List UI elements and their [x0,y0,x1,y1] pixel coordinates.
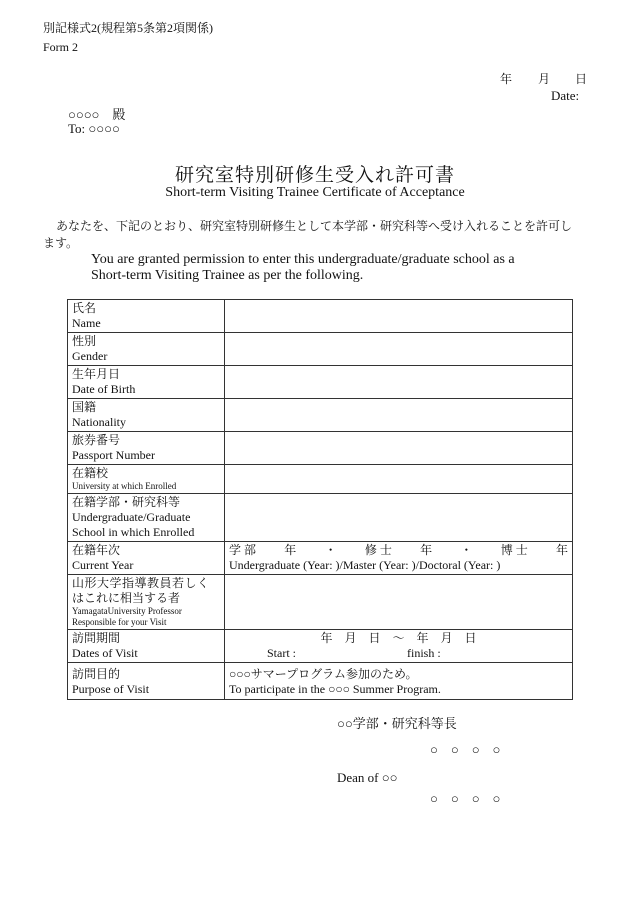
nationality-label-en: Nationality [72,415,126,429]
addressee-en: To: ○○○○ [68,121,120,136]
year-sep-1: ・ [324,543,337,557]
form-reference: 別記様式2(規程第5条第2項関係) [43,21,213,35]
table-row-school [68,494,573,542]
dates-finish-label: finish : [407,646,441,660]
school-value-cell[interactable] [225,494,573,542]
date-month-label: 月 [538,72,551,86]
professor-label-en1: YamagataUniversity Professor [72,606,182,616]
date-year-label: 年 [500,72,513,86]
year-label-jp: 在籍年次 [72,543,121,557]
year-label [68,542,225,575]
gender-label-jp: 性別 [72,334,97,348]
university-label-jp: 在籍校 [72,466,109,480]
dates-value-jp: 年 月 日 〜 年 月 日 [320,631,477,645]
intro-jp-line1: あなたを、下記のとおり、研究室特別研修生として本学部・研究科等へ受け入れることを許可し [56,219,573,233]
intro-jp-line2: ます。 [43,236,79,250]
year-value-cell[interactable] [225,542,573,575]
table-row-passport [68,432,573,465]
passport-label-en: Passport Number [72,448,155,462]
school-label-en1: Undergraduate/Graduate [72,510,191,524]
signature-name-en: ○ ○ ○ ○ [430,791,501,806]
name-label-jp: 氏名 [72,301,97,315]
dates-label-en: Dates of Visit [72,646,138,660]
purpose-label-en: Purpose of Visit [72,682,150,696]
signature-title-en: Dean of ○○ [337,770,398,785]
table-row-purpose [68,663,573,700]
professor-label-jp1: 山形大学指導教員若しく [72,576,210,590]
intro-en-line1: You are granted permission to enter this undergraduate/graduate school as a [91,252,515,267]
nationality-label [68,399,225,432]
table-row-professor [68,575,573,630]
date-day-label: 日 [575,72,588,86]
year-master-jp: 修 士 [364,543,392,557]
trainee-info-table [67,299,573,700]
purpose-value-jp: ○○○サマープログラム参加のため。 [229,667,418,681]
year-unit-2: 年 [420,543,433,557]
intro-en-line2: Short-term Visiting Trainee as per the following. [91,268,364,283]
year-label-en: Current Year [72,558,134,572]
professor-label-en2: Responsible for your Visit [72,617,167,627]
dob-label [68,366,225,399]
university-label [68,465,225,494]
dates-label-jp: 訪問期間 [72,631,121,645]
title-jp: 研究室特別研修生受入れ許可書 [174,165,455,186]
gender-label [68,333,225,366]
year-options-jp [229,543,568,558]
passport-label-jp: 旅券番号 [72,433,121,447]
university-label-en: University at which Enrolled [72,481,177,491]
nationality-value-cell[interactable] [225,399,573,432]
year-undergrad-jp: 学 部 [229,543,257,557]
dob-label-en: Date of Birth [72,382,136,396]
passport-value-cell[interactable] [225,432,573,465]
year-sep-2: ・ [460,543,473,557]
dob-value-cell[interactable] [225,366,573,399]
school-label-jp: 在籍学部・研究科等 [72,495,181,509]
year-options-en: Undergraduate (Year: )/Master (Year: )/Doctoral (Year: ) [229,558,501,572]
passport-label [68,432,225,465]
dob-label-jp: 生年月日 [72,367,121,381]
date-en-label: Date: [551,88,580,103]
school-label-en2: School in which Enrolled [72,525,195,539]
professor-value-cell[interactable] [225,575,573,630]
school-label [68,494,225,542]
name-value-cell[interactable] [225,300,573,333]
purpose-value-cell[interactable] [225,663,573,700]
gender-value-cell[interactable] [225,333,573,366]
signature-title-jp: ○○学部・研究科等長 [337,716,457,731]
title-en: Short-term Visiting Trainee Certificate of Acceptance [165,185,465,200]
dates-value-cell[interactable] [225,630,573,663]
dates-value-en [229,646,568,661]
purpose-label [68,663,225,700]
addressee-jp: ○○○○ 殿 [68,107,126,122]
table-row-dob [68,366,573,399]
purpose-label-jp: 訪問目的 [72,667,121,681]
dates-start-label: Start : [267,646,296,660]
year-unit-3: 年 [555,543,568,557]
gender-label-en: Gender [72,349,108,363]
professor-label [68,575,225,630]
university-value-cell[interactable] [225,465,573,494]
professor-label-jp2: はこれに相当する者 [72,591,181,605]
table-row-name [68,300,573,333]
table-row-nationality [68,399,573,432]
nationality-label-jp: 国籍 [72,400,97,414]
table-row-year [68,542,573,575]
table-row-dates [68,630,573,663]
dates-label [68,630,225,663]
name-label [68,300,225,333]
table-row-gender [68,333,573,366]
name-label-en: Name [72,316,101,330]
table-row-university [68,465,573,494]
form-number: Form 2 [43,40,79,54]
year-doctoral-jp: 博 士 [500,543,528,557]
purpose-value-en: To participate in the ○○○ Summer Program. [229,682,441,696]
signature-name-jp: ○ ○ ○ ○ [430,742,501,757]
year-unit-1: 年 [284,543,297,557]
